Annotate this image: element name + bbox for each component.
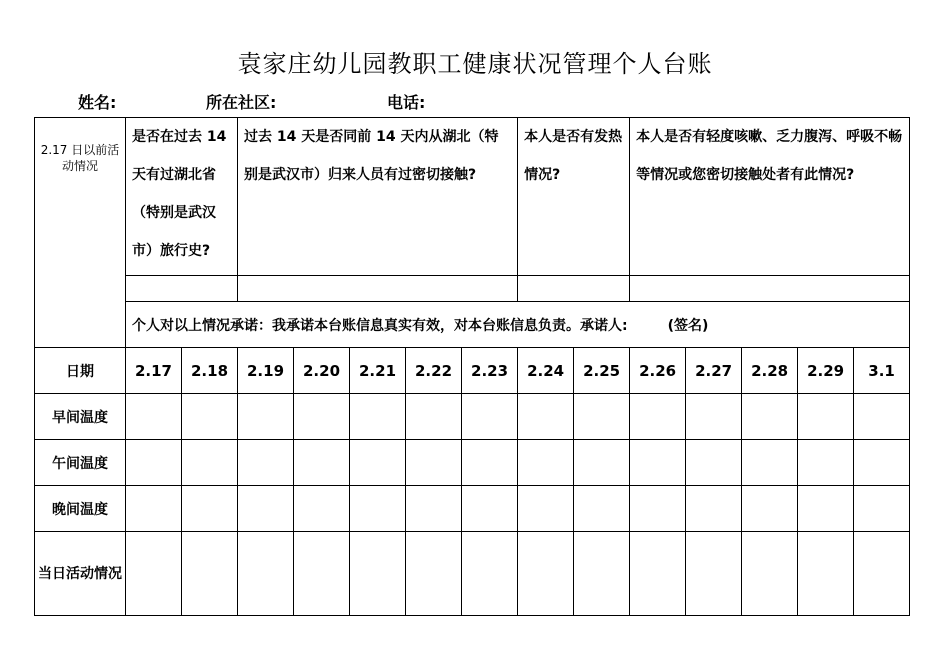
evening-temp-cell[interactable] — [294, 486, 350, 532]
phone-label: 电话: — [387, 93, 426, 112]
date-cell: 2.23 — [462, 348, 518, 394]
evening-temp-cell[interactable] — [350, 486, 406, 532]
date-cell: 2.28 — [742, 348, 798, 394]
daily-activity-cell[interactable] — [294, 532, 350, 616]
evening-temp-cell[interactable] — [798, 486, 854, 532]
morning-temp-cell[interactable] — [686, 394, 742, 440]
date-cell: 3.1 — [854, 348, 910, 394]
date-cell: 2.20 — [294, 348, 350, 394]
answer-close-contact[interactable] — [238, 276, 518, 302]
evening-temp-cell[interactable] — [238, 486, 294, 532]
date-cell: 2.19 — [238, 348, 294, 394]
noon-temp-cell[interactable] — [742, 440, 798, 486]
noon-temp-cell[interactable] — [406, 440, 462, 486]
noon-temp-cell[interactable] — [686, 440, 742, 486]
noon-temp-cell[interactable] — [854, 440, 910, 486]
daily-activity-label: 当日活动情况 — [35, 532, 126, 616]
morning-temp-cell[interactable] — [182, 394, 238, 440]
morning-temp-cell[interactable] — [854, 394, 910, 440]
date-cell: 2.25 — [574, 348, 630, 394]
noon-temp-cell[interactable] — [294, 440, 350, 486]
health-ledger-table — [34, 117, 910, 616]
daily-activity-cell[interactable] — [462, 532, 518, 616]
answer-hubei-travel[interactable] — [126, 276, 238, 302]
date-header-label: 日期 — [35, 348, 126, 394]
pledge-text: 个人对以上情况承诺：我承诺本台账信息真实有效，对本台账信息负责。承诺人: — [132, 317, 628, 334]
date-cell: 2.18 — [182, 348, 238, 394]
question-close-contact: 过去 14 天是否同前 14 天内从湖北（特别是武汉市）归来人员有过密切接触? — [238, 118, 518, 276]
evening-temp-cell[interactable] — [686, 486, 742, 532]
evening-temp-cell[interactable] — [630, 486, 686, 532]
name-label: 姓名: — [78, 93, 117, 112]
evening-temp-row — [35, 486, 910, 532]
date-cell: 2.22 — [406, 348, 462, 394]
noon-temp-cell[interactable] — [238, 440, 294, 486]
noon-temp-cell[interactable] — [630, 440, 686, 486]
date-header-row — [35, 348, 910, 394]
question-symptoms: 本人是否有轻度咳嗽、乏力腹泻、呼吸不畅等情况或您密切接触处者有此情况? — [630, 118, 910, 276]
daily-activity-cell[interactable] — [350, 532, 406, 616]
morning-temp-cell[interactable] — [350, 394, 406, 440]
signature-label: (签名) — [667, 317, 709, 334]
pledge-cell — [126, 302, 910, 348]
evening-temp-cell[interactable] — [518, 486, 574, 532]
daily-activity-cell[interactable] — [854, 532, 910, 616]
date-cell: 2.17 — [126, 348, 182, 394]
document-title: 袁家庄幼儿园教职工健康状况管理个人台账 — [237, 50, 713, 78]
evening-temp-cell[interactable] — [462, 486, 518, 532]
date-cell: 2.21 — [350, 348, 406, 394]
noon-temp-cell[interactable] — [798, 440, 854, 486]
daily-activity-cell[interactable] — [798, 532, 854, 616]
morning-temp-cell[interactable] — [238, 394, 294, 440]
evening-temp-cell[interactable] — [574, 486, 630, 532]
morning-temp-cell[interactable] — [630, 394, 686, 440]
daily-activity-cell[interactable] — [630, 532, 686, 616]
noon-temp-cell[interactable] — [462, 440, 518, 486]
morning-temp-label: 早间温度 — [35, 394, 126, 440]
daily-activity-cell[interactable] — [686, 532, 742, 616]
morning-temp-cell[interactable] — [294, 394, 350, 440]
answer-symptoms[interactable] — [630, 276, 910, 302]
noon-temp-cell[interactable] — [350, 440, 406, 486]
noon-temp-cell[interactable] — [126, 440, 182, 486]
period-label-cell: 2.17 日以前活动情况 — [35, 118, 126, 348]
daily-activity-cell[interactable] — [406, 532, 462, 616]
noon-temp-cell[interactable] — [518, 440, 574, 486]
daily-activity-row — [35, 532, 910, 616]
question-hubei-travel: 是否在过去 14 天有过湖北省（特别是武汉市）旅行史? — [126, 118, 238, 276]
morning-temp-cell[interactable] — [462, 394, 518, 440]
evening-temp-cell[interactable] — [406, 486, 462, 532]
date-cell: 2.26 — [630, 348, 686, 394]
morning-temp-cell[interactable] — [798, 394, 854, 440]
community-label: 所在社区: — [206, 93, 277, 112]
daily-activity-cell[interactable] — [574, 532, 630, 616]
morning-temp-cell[interactable] — [406, 394, 462, 440]
morning-temp-cell[interactable] — [574, 394, 630, 440]
evening-temp-cell[interactable] — [742, 486, 798, 532]
question-fever: 本人是否有发热情况? — [518, 118, 630, 276]
evening-temp-cell[interactable] — [126, 486, 182, 532]
daily-activity-cell[interactable] — [742, 532, 798, 616]
morning-temp-cell[interactable] — [518, 394, 574, 440]
morning-temp-cell[interactable] — [126, 394, 182, 440]
date-cell: 2.29 — [798, 348, 854, 394]
noon-temp-row — [35, 440, 910, 486]
evening-temp-cell[interactable] — [182, 486, 238, 532]
daily-activity-cell[interactable] — [126, 532, 182, 616]
daily-activity-cell[interactable] — [182, 532, 238, 616]
noon-temp-label: 午间温度 — [35, 440, 126, 486]
daily-activity-cell[interactable] — [518, 532, 574, 616]
evening-temp-label: 晚间温度 — [35, 486, 126, 532]
evening-temp-cell[interactable] — [854, 486, 910, 532]
morning-temp-cell[interactable] — [742, 394, 798, 440]
date-cell: 2.24 — [518, 348, 574, 394]
noon-temp-cell[interactable] — [182, 440, 238, 486]
answer-fever[interactable] — [518, 276, 630, 302]
noon-temp-cell[interactable] — [574, 440, 630, 486]
morning-temp-row — [35, 394, 910, 440]
daily-activity-cell[interactable] — [238, 532, 294, 616]
date-cell: 2.27 — [686, 348, 742, 394]
